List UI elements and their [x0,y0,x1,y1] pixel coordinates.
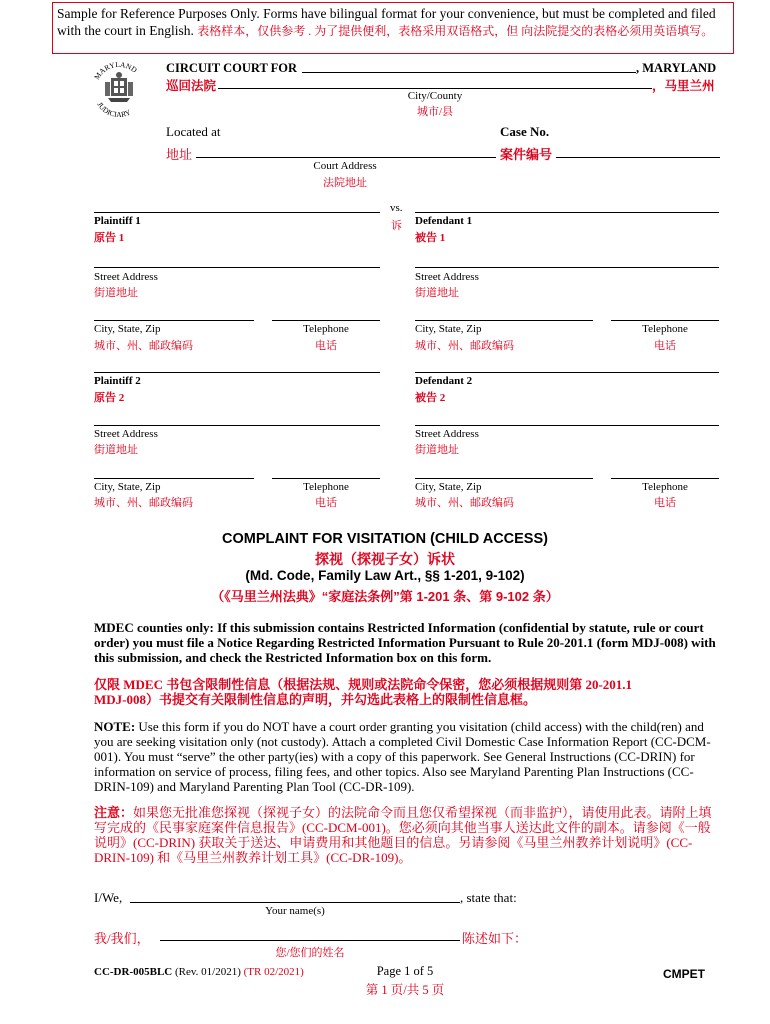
note-text-zh: 如果您无批准您探视（探视子女）的法院命令而且您仅希望探视（而非监护），请使用此表。请附上填写完成的《民事家庭案件信息报告》(CC-DCM-001)。您必须向其他当事人送达此文件的副本。请参阅《一般说明》(CC-DRIN) 获取关于送达、申请费用和其他题目的信息。另请参阅《马里兰州教养计划说明》(CC-DRIN-109) 和《马里兰州教养计划工具》(CC-DR-109)。 [94,805,712,865]
versus-label: vs. [390,202,403,214]
note-text: Use this form if you do NOT have a court order granting you visitation (child access) with the child(ren) and you are seeking visitation only (not custody). Attach a completed Civil Domestic Case Information Report (CC-DCM-001). You must “serve” the other party(ies) with a copy of this paperwork. See General Instructions (CC-DRIN) for information on service of process, filing fees, and other topics. Also see Maryland Parenting Plan Instructions (CC-DRIN-109) and Maryland Parenting Plan Tool (CC-DR-109). [94,719,711,794]
court-address-caption: Court Address [313,160,377,172]
reference-banner [52,2,734,54]
plaintiff2-tel-caption: Telephone [303,481,349,493]
plaintiff2-csz-caption-zh: 城市、州、邮政编码 [94,497,193,509]
plaintiff1-street-line[interactable] [94,267,380,268]
note-label: NOTE: [94,719,136,734]
iwe-label-zh: 我/我们， [94,931,150,946]
city-county-caption: City/County [407,90,463,102]
defendant1-csz-caption-zh: 城市、州、邮政编码 [415,340,514,352]
plaintiff1-tel-caption-zh: 电话 [315,340,337,352]
form-title: COMPLAINT FOR VISITATION (CHILD ACCESS) [222,531,548,547]
defendant2-csz-caption-zh: 城市、州、邮政编码 [415,497,514,509]
state-that-label: , state that: [460,890,517,905]
plaintiff2-street-line[interactable] [94,425,380,426]
defendant1-street-caption: Street Address [415,271,479,283]
your-names-line-zh[interactable] [160,940,460,941]
county-line[interactable] [302,72,636,73]
defendant2-name-line[interactable] [415,372,719,373]
mdec-notice-zh-line1: 仅限 MDEC 书包含限制性信息（根据法规、规则或法院命令保密，您必须根据规则第 20-201.1 [94,677,633,692]
defendant1-label-zh: 被告 1 [415,232,446,244]
defendant1-street-line[interactable] [415,267,719,268]
defendant2-tel-caption: Telephone [642,481,688,493]
plaintiff1-label-zh: 原告 1 [94,232,125,244]
plaintiff2-label: Plaintiff 2 [94,375,141,387]
defendant2-csz-line[interactable] [415,478,593,479]
defendant2-label-zh: 被告 2 [415,392,446,404]
defendant2-street-caption: Street Address [415,428,479,440]
plaintiff2-tel-caption-zh: 电话 [315,497,337,509]
defendant1-street-caption-zh: 街道地址 [415,287,459,299]
plaintiff1-csz-caption: City, State, Zip [94,323,161,335]
address-label-zh: 地址 [166,147,193,162]
note-paragraph [94,719,724,794]
located-at-label: Located at [166,124,221,139]
versus-label-zh: 诉 [391,220,402,232]
circuit-court-label: CIRCUIT COURT FOR [166,61,298,75]
seal-top-text: MARYLAND [92,59,139,82]
mdec-notice: MDEC counties only: If this submission contains Restricted Information (confidential by statute, rule or court order) you must file a Notice Regarding Restricted Information Pursuant to Rule 20-201.1 (form MDJ-008) with this submission, and check the Restricted Information box on this form. [94,620,716,665]
court-address-caption-zh: 法院地址 [323,177,367,189]
note-label-zh: 注意： [94,805,134,820]
plaintiff1-csz-caption-zh: 城市、州、邮政编码 [94,340,193,352]
defendant2-tel-line[interactable] [611,478,719,479]
defendant1-name-line[interactable] [415,212,719,213]
defendant1-csz-line[interactable] [415,320,593,321]
your-names-line[interactable] [130,902,460,903]
plaintiff2-csz-line[interactable] [94,478,254,479]
plaintiff1-tel-line[interactable] [272,320,380,321]
city-county-caption-zh: 城市/县 [416,106,454,118]
plaintiff1-label: Plaintiff 1 [94,215,141,227]
plaintiff2-street-caption-zh: 街道地址 [94,444,138,456]
form-revision: (Rev. 01/2021) [172,966,244,978]
county-line-zh[interactable] [218,88,652,89]
plaintiff2-csz-caption: City, State, Zip [94,481,161,493]
defendant2-csz-caption: City, State, Zip [415,481,482,493]
your-names-caption-zh: 您/您们的姓名 [275,947,345,959]
form-id: CC-DR-005BLC [94,966,173,978]
plaintiff1-tel-caption: Telephone [303,323,349,335]
defendant2-street-caption-zh: 街道地址 [415,444,459,456]
maryland-judiciary-seal [88,58,150,120]
defendant1-label: Defendant 1 [415,215,473,227]
statute-citation-zh: （《马里兰州法典》“家庭法条例”第 1-201 条、第 9-102 条） [211,589,559,604]
defendant2-street-line[interactable] [415,425,719,426]
plaintiff2-street-caption: Street Address [94,428,158,440]
plaintiff2-label-zh: 原告 2 [94,392,125,404]
note-paragraph-zh [94,805,720,865]
translation-revision: (TR 02/2021) [243,966,304,978]
plaintiff2-name-line[interactable] [94,372,380,373]
iwe-label: I/We, [94,890,123,905]
plaintiff1-street-caption: Street Address [94,271,158,283]
state-that-label-zh: 陈述如下： [462,931,528,946]
mdec-notice-zh-line2: MDJ-008）书提交有关限制性信息的声明，并勾选此表格上的限制性信息框。 [94,692,536,707]
page-number-zh: 第 1 页/共 5 页 [365,983,445,997]
statute-citation: (Md. Code, Family Law Art., §§ 1-201, 9-102) [245,568,525,583]
shield-icon [105,72,133,102]
plaintiff1-street-caption-zh: 街道地址 [94,287,138,299]
plaintiff1-csz-line[interactable] [94,320,254,321]
defendant1-csz-caption: City, State, Zip [415,323,482,335]
seal-bottom-text: JUDICIARY [95,100,133,120]
case-number-line[interactable] [556,157,720,158]
plaintiff1-name-line[interactable] [94,212,380,213]
form-identifier [94,966,304,978]
defendant1-tel-caption: Telephone [642,323,688,335]
defendant2-label: Defendant 2 [415,375,473,387]
banner-chinese: 表格样本，仅供参考 . 为了提供便利，表格采用双语格式，但 向法院提交的表格必须用英语填写。 [197,24,714,38]
case-no-label-zh: 案件编号 [500,147,553,162]
circuit-court-label-zh: 巡回法院 [166,79,217,93]
cmpet-code: CMPET [663,967,705,981]
maryland-label: , MARYLAND [636,61,717,75]
page-number: Page 1 of 5 [376,964,434,978]
banner-english: Sample for Reference Purposes Only. Forms have bilingual format for your convenience, but must be completed and filed with the court in English. [57,6,716,38]
defendant2-tel-caption-zh: 电话 [654,497,676,509]
plaintiff2-tel-line[interactable] [272,478,380,479]
court-address-line[interactable] [196,157,496,158]
form-title-zh: 探视（探视子女）诉状 [315,551,455,567]
case-no-label: Case No. [500,124,550,139]
your-names-caption: Your name(s) [265,905,325,917]
defendant1-tel-line[interactable] [611,320,719,321]
maryland-label-zh: ，马里兰州 [652,79,715,93]
defendant1-tel-caption-zh: 电话 [654,340,676,352]
